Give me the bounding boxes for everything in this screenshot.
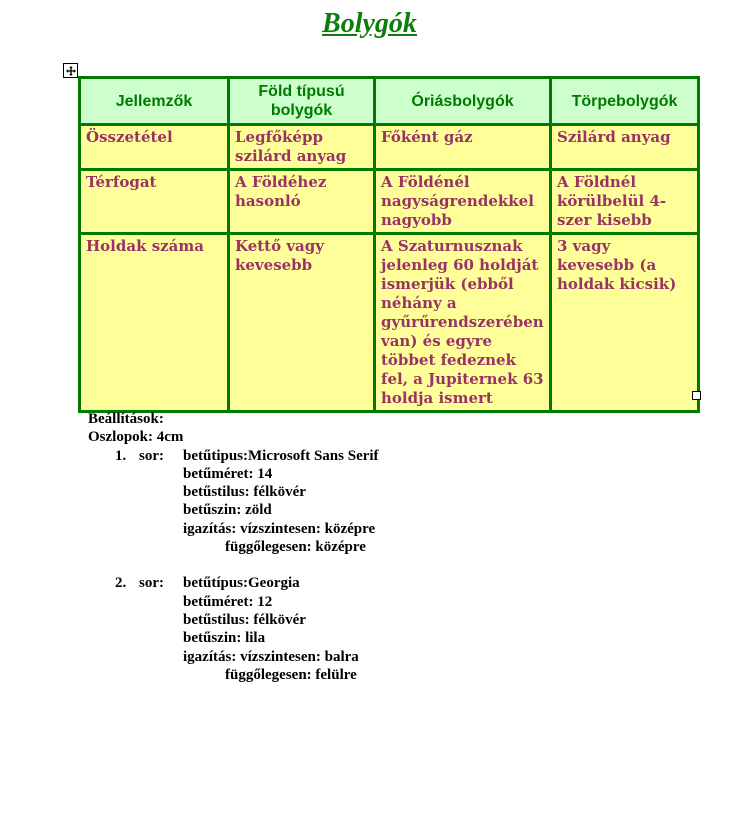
setting-subline: függőlegesen: középre bbox=[225, 539, 366, 556]
setting-line: betűstilus: félkövér bbox=[183, 484, 306, 501]
settings-block bbox=[88, 410, 648, 684]
table-cell: Legfőképp szilárd anyag bbox=[229, 125, 375, 170]
table-cell: Szilárd anyag bbox=[551, 125, 699, 170]
column-header-jellemzok: Jellemzők bbox=[80, 78, 229, 125]
column-header-fold-tipusu: Föld típusú bolygók bbox=[229, 78, 375, 125]
list-label: sor: bbox=[139, 575, 164, 592]
setting-line: betűstilus: félkövér bbox=[183, 611, 306, 628]
settings-columns-line: Oszlopok: 4cm bbox=[88, 429, 184, 446]
page-title bbox=[0, 8, 739, 40]
table-cell: A Földéhez hasonló bbox=[229, 170, 375, 234]
setting-line: igazítás: vízszintesen: középre bbox=[183, 520, 376, 537]
list-number: 2. bbox=[115, 575, 127, 592]
setting-subline: függőlegesen: felülre bbox=[225, 666, 357, 683]
table-move-handle[interactable] bbox=[63, 63, 78, 78]
setting-line: betűtípus:Georgia bbox=[183, 575, 300, 592]
table-header-row bbox=[80, 78, 699, 125]
table-cell: 3 vagy kevesebb (a holdak kicsik) bbox=[551, 234, 699, 412]
settings-item-lines bbox=[183, 447, 648, 557]
table-move-cross-icon bbox=[66, 66, 76, 76]
settings-item-row1 bbox=[88, 447, 648, 557]
table-row-terfogat bbox=[80, 170, 699, 234]
list-label: sor: bbox=[139, 447, 164, 464]
settings-heading: Beállítások: bbox=[88, 411, 164, 427]
page-title-text: Bolygók bbox=[322, 8, 417, 39]
settings-item-row2 bbox=[88, 574, 648, 684]
setting-line: betűszin: lila bbox=[183, 630, 266, 647]
table-cell: Holdak száma bbox=[80, 234, 229, 412]
table-resize-handle[interactable] bbox=[692, 391, 701, 400]
table-cell: A Földénél nagyságrendekkel nagyobb bbox=[375, 170, 551, 234]
setting-line: igazítás: vízszintesen: balra bbox=[183, 648, 359, 665]
list-number: 1. bbox=[115, 447, 127, 464]
column-header-torpebolygok: Törpebolygók bbox=[551, 78, 699, 125]
table-cell: A Földnél körülbelül 4-szer kisebb bbox=[551, 170, 699, 234]
table-cell: A Szaturnusznak jelenleg 60 holdját ismerjük (ebből néhány a gyűrűrendszerében van) és egyre többet fedeznek fel, a Jupiternek 63 holdja ismert bbox=[375, 234, 551, 412]
setting-line: betűméret: 12 bbox=[183, 593, 273, 610]
table-row-osszetetel bbox=[80, 125, 699, 170]
table-cell: Összetétel bbox=[80, 125, 229, 170]
setting-line: betűszin: zöld bbox=[183, 502, 272, 519]
table-cell: Térfogat bbox=[80, 170, 229, 234]
planets-table bbox=[78, 76, 700, 413]
blank-line-spacer bbox=[88, 556, 648, 574]
settings-item-lines bbox=[183, 574, 648, 684]
table-cell: Főként gáz bbox=[375, 125, 551, 170]
table-row-holdak-szama bbox=[80, 234, 699, 412]
table-cell: Kettő vagy kevesebb bbox=[229, 234, 375, 412]
column-header-oriasbolygok: Óriásbolygók bbox=[375, 78, 551, 125]
setting-line: betűtipus:Microsoft Sans Serif bbox=[183, 447, 379, 464]
setting-line: betűméret: 14 bbox=[183, 465, 273, 482]
